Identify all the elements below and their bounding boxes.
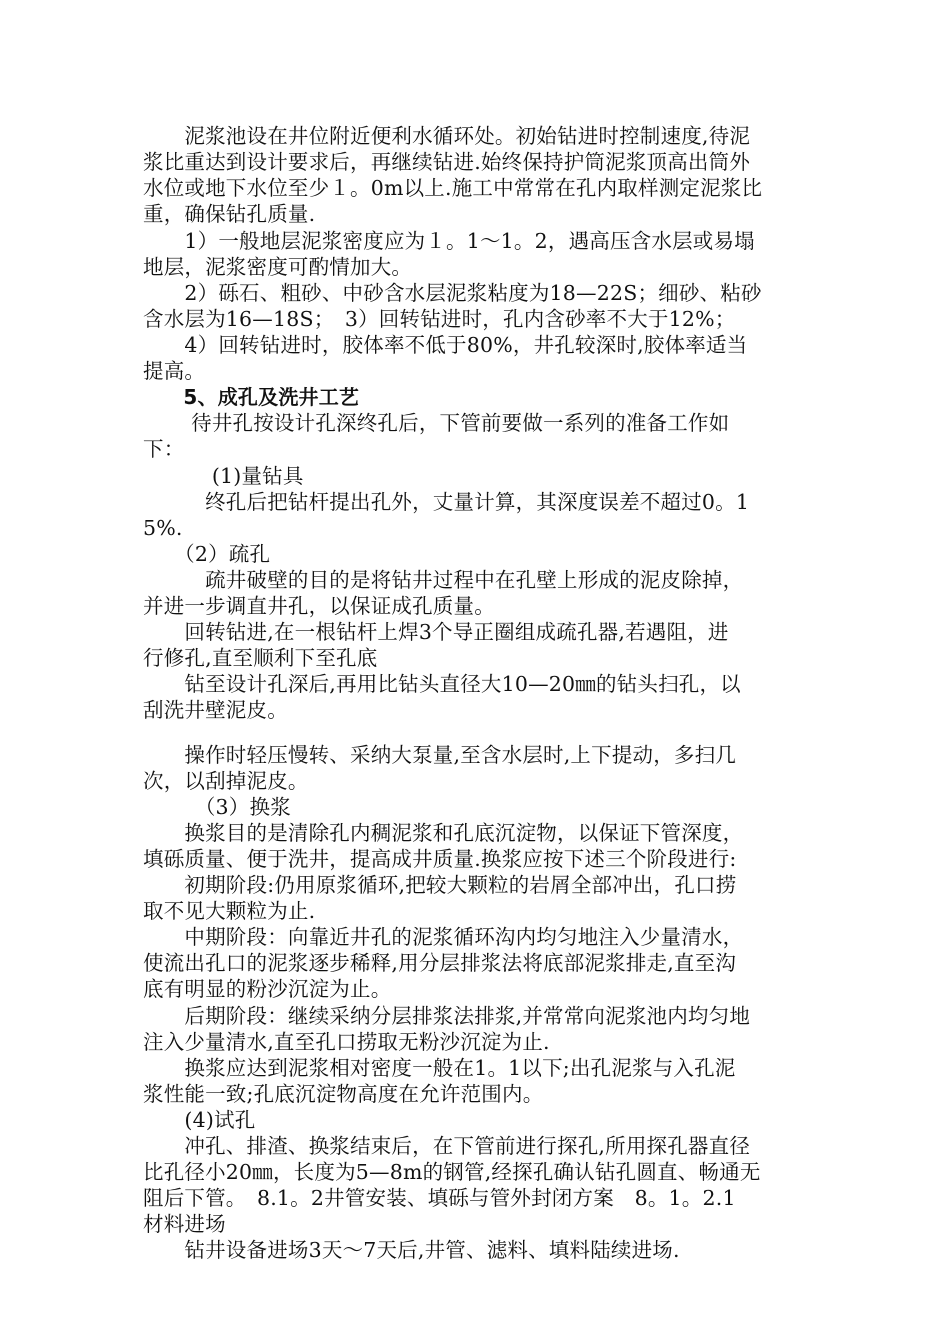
paragraph-line: 材料进场 bbox=[143, 1212, 226, 1236]
paragraph-line: 刮洗井壁泥皮。 bbox=[143, 698, 288, 722]
paragraph-line: 下： bbox=[143, 437, 185, 461]
paragraph-line: 次，以刮掉泥皮。 bbox=[143, 769, 309, 793]
subheading-line: (1)量钻具 bbox=[143, 464, 304, 488]
paragraph-line: 浆性能一致;孔底沉淀物高度在允许范围内。 bbox=[143, 1082, 544, 1106]
paragraph-line: 待井孔按设计孔深终孔后，下管前要做一系列的准备工作如 bbox=[143, 411, 730, 435]
paragraph-line: 底有明显的粉沙沉淀为止。 bbox=[143, 977, 392, 1001]
paragraph-line: 中期阶段：向靠近井孔的泥浆循环沟内均匀地注入少量清水， bbox=[143, 925, 744, 949]
paragraph-line: 含水层为16—18S； 3）回转钻进时，孔内含砂率不大于12%； bbox=[143, 307, 736, 331]
paragraph-line: 钻井设备进场3天～7天后,井管、滤料、填料陆续进场. bbox=[143, 1238, 680, 1262]
paragraph-line: 注入少量清水,直至孔口捞取无粉沙沉淀为止. bbox=[143, 1030, 550, 1054]
paragraph-line: 疏井破壁的目的是将钻井过程中在孔壁上形成的泥皮除掉， bbox=[143, 568, 744, 592]
paragraph-line: 2）砾石、粗砂、中砂含水层泥浆粘度为18—22S；细砂、粘砂 bbox=[143, 281, 762, 305]
paragraph-line: 使流出孔口的泥浆逐步稀释,用分层排浆法将底部泥浆排走,直至沟 bbox=[143, 951, 737, 975]
paragraph-line: 比孔径小20㎜，长度为5—8m的钢管,经探孔确认钻孔圆直、畅通无 bbox=[143, 1160, 761, 1184]
paragraph-line: 初期阶段:仍用原浆循环,把较大颗粒的岩屑全部冲出，孔口捞 bbox=[143, 873, 737, 897]
paragraph-line: 换浆目的是清除孔内稠泥浆和孔底沉淀物，以保证下管深度， bbox=[143, 821, 744, 845]
paragraph-line: 冲孔、排渣、换浆结束后，在下管前进行探孔,所用探孔器直径 bbox=[143, 1134, 751, 1158]
paragraph-line: 阻后下管。 8.1。2井管安装、填砾与管外封闭方案 8。1。2.1 bbox=[143, 1186, 736, 1210]
paragraph-line: 回转钻进,在一根钻杆上焊3个导正圈组成疏孔器,若遇阻，进 bbox=[143, 620, 729, 644]
paragraph-line: 终孔后把钻杆提出孔外，丈量计算，其深度误差不超过0。1 bbox=[143, 490, 750, 514]
paragraph-line: 行修孔,直至顺利下至孔底 bbox=[143, 646, 378, 670]
paragraph-line: 浆比重达到设计要求后，再继续钻进.始终保持护筒泥浆顶高出筒外 bbox=[143, 150, 751, 174]
paragraph-line: 泥浆池设在井位附近便利水循环处。初始钻进时控制速度,待泥 bbox=[143, 124, 751, 148]
paragraph-line: 换浆应达到泥浆相对密度一般在1。1以下;出孔泥浆与入孔泥 bbox=[143, 1056, 736, 1080]
paragraph-line: 地层，泥浆密度可酌情加大。 bbox=[143, 255, 413, 279]
paragraph-line: 钻至设计孔深后,再用比钻头直径大10—20㎜的钻头扫孔，以 bbox=[143, 672, 741, 696]
paragraph-line: 重，确保钻孔质量. bbox=[143, 202, 316, 226]
paragraph-line: 1）一般地层泥浆密度应为１。1～1。2，遇高压含水层或易塌 bbox=[143, 229, 755, 253]
subheading-line: (4)试孔 bbox=[143, 1108, 256, 1132]
paragraph-line: 5%. bbox=[143, 516, 183, 540]
paragraph-line: 后期阶段：继续采纳分层排浆法排浆,并常常向泥浆池内均匀地 bbox=[143, 1004, 751, 1028]
paragraph-line: 4）回转钻进时，胶体率不低于80%，井孔较深时,胶体率适当 bbox=[143, 333, 748, 357]
paragraph-line: 取不见大颗粒为止. bbox=[143, 899, 316, 923]
paragraph-line: 水位或地下水位至少１。0m以上.施工中常常在孔内取样测定泥浆比 bbox=[143, 176, 763, 200]
paragraph-line: 操作时轻压慢转、采纳大泵量,至含水层时,上下提动，多扫几 bbox=[143, 743, 737, 767]
subheading-line: （2）疏孔 bbox=[143, 542, 271, 566]
section-heading: 5、成孔及洗井工艺 bbox=[143, 385, 360, 409]
paragraph-line: 并进一步调直井孔，以保证成孔质量。 bbox=[143, 594, 495, 618]
paragraph-line: 提高。 bbox=[143, 359, 206, 383]
subheading-line: （3）换浆 bbox=[143, 795, 291, 819]
paragraph-line: 填砾质量、便于洗井，提高成井质量.换浆应按下述三个阶段进行: bbox=[143, 847, 737, 871]
